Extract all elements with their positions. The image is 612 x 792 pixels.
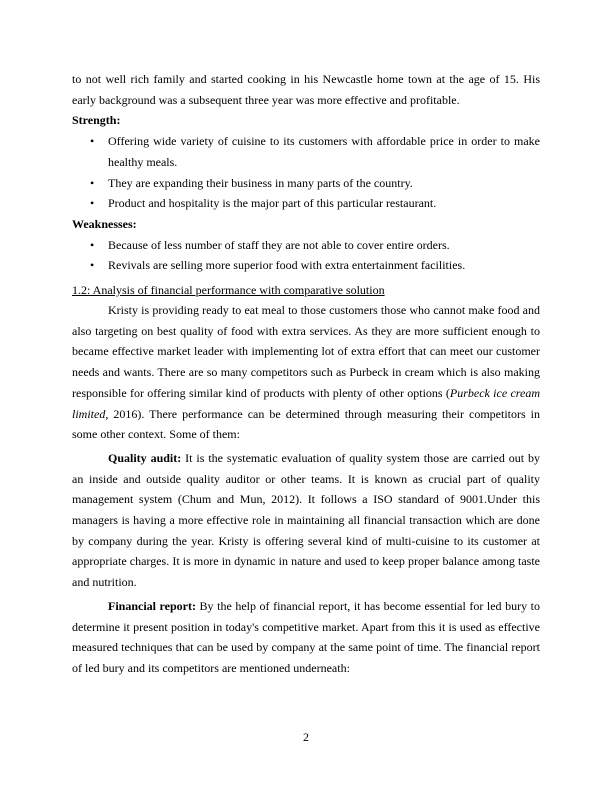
list-item: • Offering wide variety of cuisine to its customers with affordable price in order to make healthy meals. <box>108 131 540 172</box>
list-item: • They are expanding their business in many parts of the country. <box>108 173 540 194</box>
strength-heading: Strength: <box>72 113 121 128</box>
list-item: • Revivals are selling more superior food with extra entertainment facilities. <box>108 255 540 276</box>
page-number: 2 <box>303 730 309 744</box>
list-item: • Because of less number of staff they are not able to cover entire orders. <box>108 235 540 256</box>
weaknesses-heading: Weaknesses: <box>72 216 137 231</box>
intro-paragraph: to not well rich family and started cooking in his Newcastle home town at the age of 15. His early background was a subsequent three year was more effective and profitable. <box>72 72 540 107</box>
financial-report-text: By the help of financial report, it has become essential for led bury to determine it present position in today's competitive market. Apart from this it is used as effective measured techniques that can be used by company at the same point of time. The financial report of led bury and its competitors are mentioned underneath: <box>72 598 541 675</box>
analysis-text-end: , 2016). There performance can be determined through measuring their competitors in some other context. Some of them: <box>72 406 540 442</box>
analysis-text-start: Kristy is providing ready to eat meal to those customers those who cannot make food and also targeting on best quality of food with extra services. As they are more sufficient enough to became effective market leader with implementing lot of extra effort that can meet our customer needs and wants. There are so many competitors such as Purbeck in cream which is also making responsible for offering similar kind of products with plenty of other options ( <box>72 303 540 400</box>
quality-audit-text: It is the systematic evaluation of quality system those are carried out by an inside and outside quality auditor or other teams. It is known as crucial part of quality management system (Chum and Mun, 2012). It follows a ISO standard of 9001.Under this managers is having a more effective role in maintaining all financial transaction which are done by company during the year. Kristy is offering several kind of multi-cuisine to its customer at appropriate charges. It is more in dynamic in nature and used to keep proper balance among taste and nutrition. <box>72 450 540 590</box>
section-title: 1.2: Analysis of financial performance with comparative solution <box>72 283 385 298</box>
quality-audit-label: Quality audit: <box>108 450 182 465</box>
analysis-paragraph <box>72 300 540 445</box>
financial-report-label: Financial report: <box>108 598 196 613</box>
page-content <box>72 69 540 679</box>
strength-list <box>72 131 540 214</box>
financial-report-paragraph <box>72 596 540 679</box>
list-item: • Product and hospitality is the major part of this particular restaurant. <box>108 193 540 214</box>
quality-audit-paragraph <box>72 448 540 593</box>
citation-italic: Purbeck ice cream limited <box>72 385 540 421</box>
weaknesses-list <box>72 235 540 276</box>
